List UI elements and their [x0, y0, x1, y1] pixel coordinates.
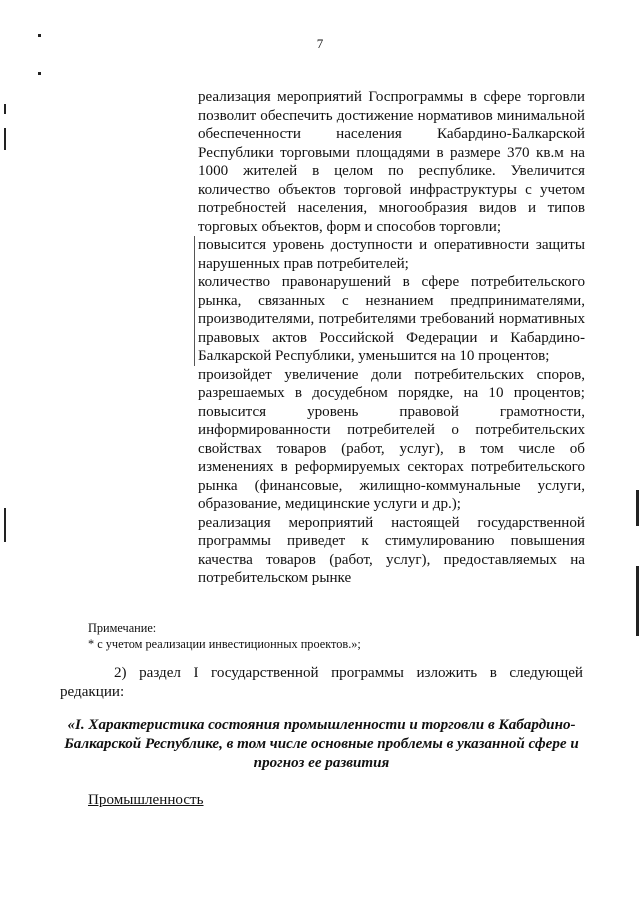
scan-mark: [636, 566, 639, 636]
scan-mark: [636, 490, 639, 526]
footnote-block: [88, 620, 568, 652]
paragraph-consumer-protection: повысится уровень доступности и оперативности защиты нарушенных прав потребителей;: [194, 236, 585, 273]
subheading-industry: Промышленность: [88, 792, 204, 808]
scan-mark: [4, 508, 6, 542]
section-heading: «I. Характеристика состояния промышленности и торговли в Кабардино-Балкарской Республике, в том числе основные проблемы в указанной сфере и прогноз ее развития: [64, 717, 579, 771]
paragraph-quality: реализация мероприятий настоящей государственной программы приведет к стимулированию повышения качества товаров (работ, услуг), предоставляемых на потребительском рынке: [198, 514, 585, 586]
amendment-paragraph: 2) раздел I государственной программы изложить в следующей редакции:: [60, 665, 583, 700]
scan-mark: [4, 104, 6, 114]
footnote-text: * с учетом реализации инвестиционных проектов.»;: [88, 637, 361, 651]
program-results-text: [198, 88, 585, 588]
footnote-label: Примечание:: [88, 621, 157, 635]
page-number: 7: [316, 36, 324, 51]
paragraph-trade-infrastructure: реализация мероприятий Госпрограммы в сфере торговли позволит обеспечить достижение нормативов минимальной обеспеченности населения Кабардино-Балкарской Республики торговыми площадями в размере 370 кв.м на 1000 жителей в целом по республике. Увеличится количество объектов торговой инфраструктуры с учетом потребностей населения, многообразия видов и типов торговых объектов, форм и способов торговли;: [198, 89, 585, 235]
scan-mark: [38, 34, 41, 37]
paragraph-violations: количество правонарушений в сфере потребительского рынка, связанных с незнанием предпринимателями, производителями, потребителями требований нормативных правовых актов Российской Федерации и Кабардино-Балкарской Республики, уменьшится на 10 процентов;: [194, 273, 585, 366]
scan-mark: [4, 128, 6, 150]
paragraph-pretrial-disputes: произойдет увеличение доли потребительских споров, разрешаемых в досудебном порядке, на 10 процентов; повысится уровень правовой грамотности, информированности потребителей о потребительских свойствах товаров (работ, услуг), в том числе об изменениях в реформируемых секторах потребительского рынка (финансовые, жилищно-коммунальные услуги, образование, медицинские услуги и др.);: [198, 366, 585, 512]
scan-mark: [38, 72, 41, 75]
